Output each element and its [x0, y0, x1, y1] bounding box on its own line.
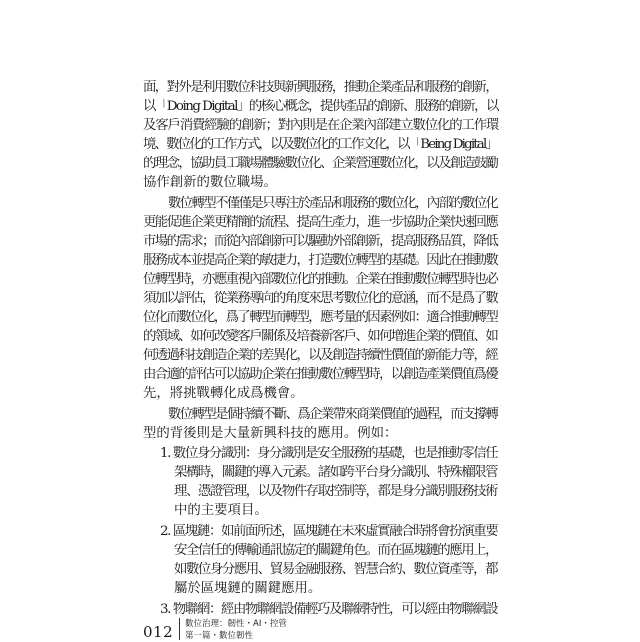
- list-item-line: 如數位身分應用、貿易金融服務、智慧合約、數位資產等，都: [174, 562, 498, 577]
- list-number: 1.: [160, 446, 171, 461]
- list-text: 區塊鏈：如前面所述，區塊鏈在未來虛實融合時將會扮演重要: [172, 524, 498, 539]
- list-text: 數位身分識別：身分識別是安全服務的基礎，也是推動零信任: [172, 446, 498, 461]
- section-title: 第一篇・數位韌性: [185, 631, 254, 641]
- list-item-line: 架構時，關鍵的導入元素。諸如跨平台身分識別、特殊權限管: [174, 465, 498, 480]
- text-line: 境、數位化的工作方式，以及數位化的工作文化，以「Being Digital」: [143, 137, 497, 152]
- text-line: 的領域、如何改變客戶關係及培養新客戶、如何增進企業的價值、如: [143, 329, 498, 344]
- list-number: 3.: [160, 602, 171, 617]
- list-text: 物聯網：經由物聯網設備輕巧及聯網特性，可以經由物聯網設: [172, 602, 498, 617]
- text-line: 位轉型時，亦應重視內部數位化的推動。企業在推動數位轉型時也必: [143, 272, 498, 287]
- page-number: 012: [143, 623, 174, 641]
- text-line: 由合適的評估可以協助企業在推動數位轉型時，以創造產業價值爲優: [143, 367, 498, 382]
- text-line: 更能促進企業更精簡的流程、提高生產力，進一步協助企業快速回應: [143, 215, 498, 230]
- list-item-line: 屬於區塊鏈的關鍵應用。: [174, 581, 322, 596]
- list-item-1-first-line: [160, 446, 499, 462]
- text-line: 協作創新的數位職場。: [143, 175, 277, 190]
- text-line: 市場的需求；而從內部創新可以驅動外部創新，提高服務品質，降低: [143, 234, 498, 249]
- text-line: 面，對外是利用數位科技與新興服務，推動企業產品和服務的創新，: [143, 80, 498, 95]
- text-line: 何透過科技創造企業的差異化，以及創造持續性價值的新能力等，經: [143, 348, 498, 363]
- text-line: 的理念，協助員工職場體驗數位化、企業營運數位化，以及創造鼓勵: [143, 156, 498, 171]
- list-item-2-first-line: [160, 524, 499, 540]
- text-line: 位化而數位化，爲了轉型而轉型，應考量的因素例如：適合推動轉型: [143, 310, 498, 325]
- footer-divider: [179, 618, 180, 640]
- text-line: 以「Doing Digital」的核心概念，提供產品的創新、服務的創新，以: [143, 99, 498, 114]
- list-number: 2.: [160, 524, 171, 539]
- paragraph-start-line: 數位轉型不僅僅是只專注於產品和服務的數位化，內部的數位化: [168, 196, 498, 211]
- list-item-line: 安全信任的傳輸通訊協定的關鍵角色。而在區塊鏈的應用上，: [174, 543, 498, 558]
- paragraph-start-line: 數位轉型是個持續不斷、爲企業帶來商業價值的過程，而支撐轉: [168, 407, 498, 422]
- list-item-line: 中的主要項目。: [174, 503, 268, 518]
- text-line: 及客戶消費經驗的創新；對內則是在企業內部建立數位化的工作環: [143, 118, 499, 133]
- list-item-line: 理、憑證管理，以及物件存取控制等，都是身分識別服務技術: [174, 484, 498, 499]
- text-line: 先，將挑戰轉化成爲機會。: [143, 386, 304, 401]
- text-line: 須加以評估，從業務導向的角度來思考數位化的意涵，而不是爲了數: [143, 291, 498, 306]
- text-line: 型的背後則是大量新興科技的應用。例如：: [143, 426, 398, 441]
- book-title: 數位治理：韌性・AI・控管: [185, 619, 287, 629]
- text-line: 服務成本並提高企業的敏捷力，打造數位轉型的基礎。因此在推動數: [143, 253, 498, 268]
- list-item-3-first-line: [160, 602, 499, 618]
